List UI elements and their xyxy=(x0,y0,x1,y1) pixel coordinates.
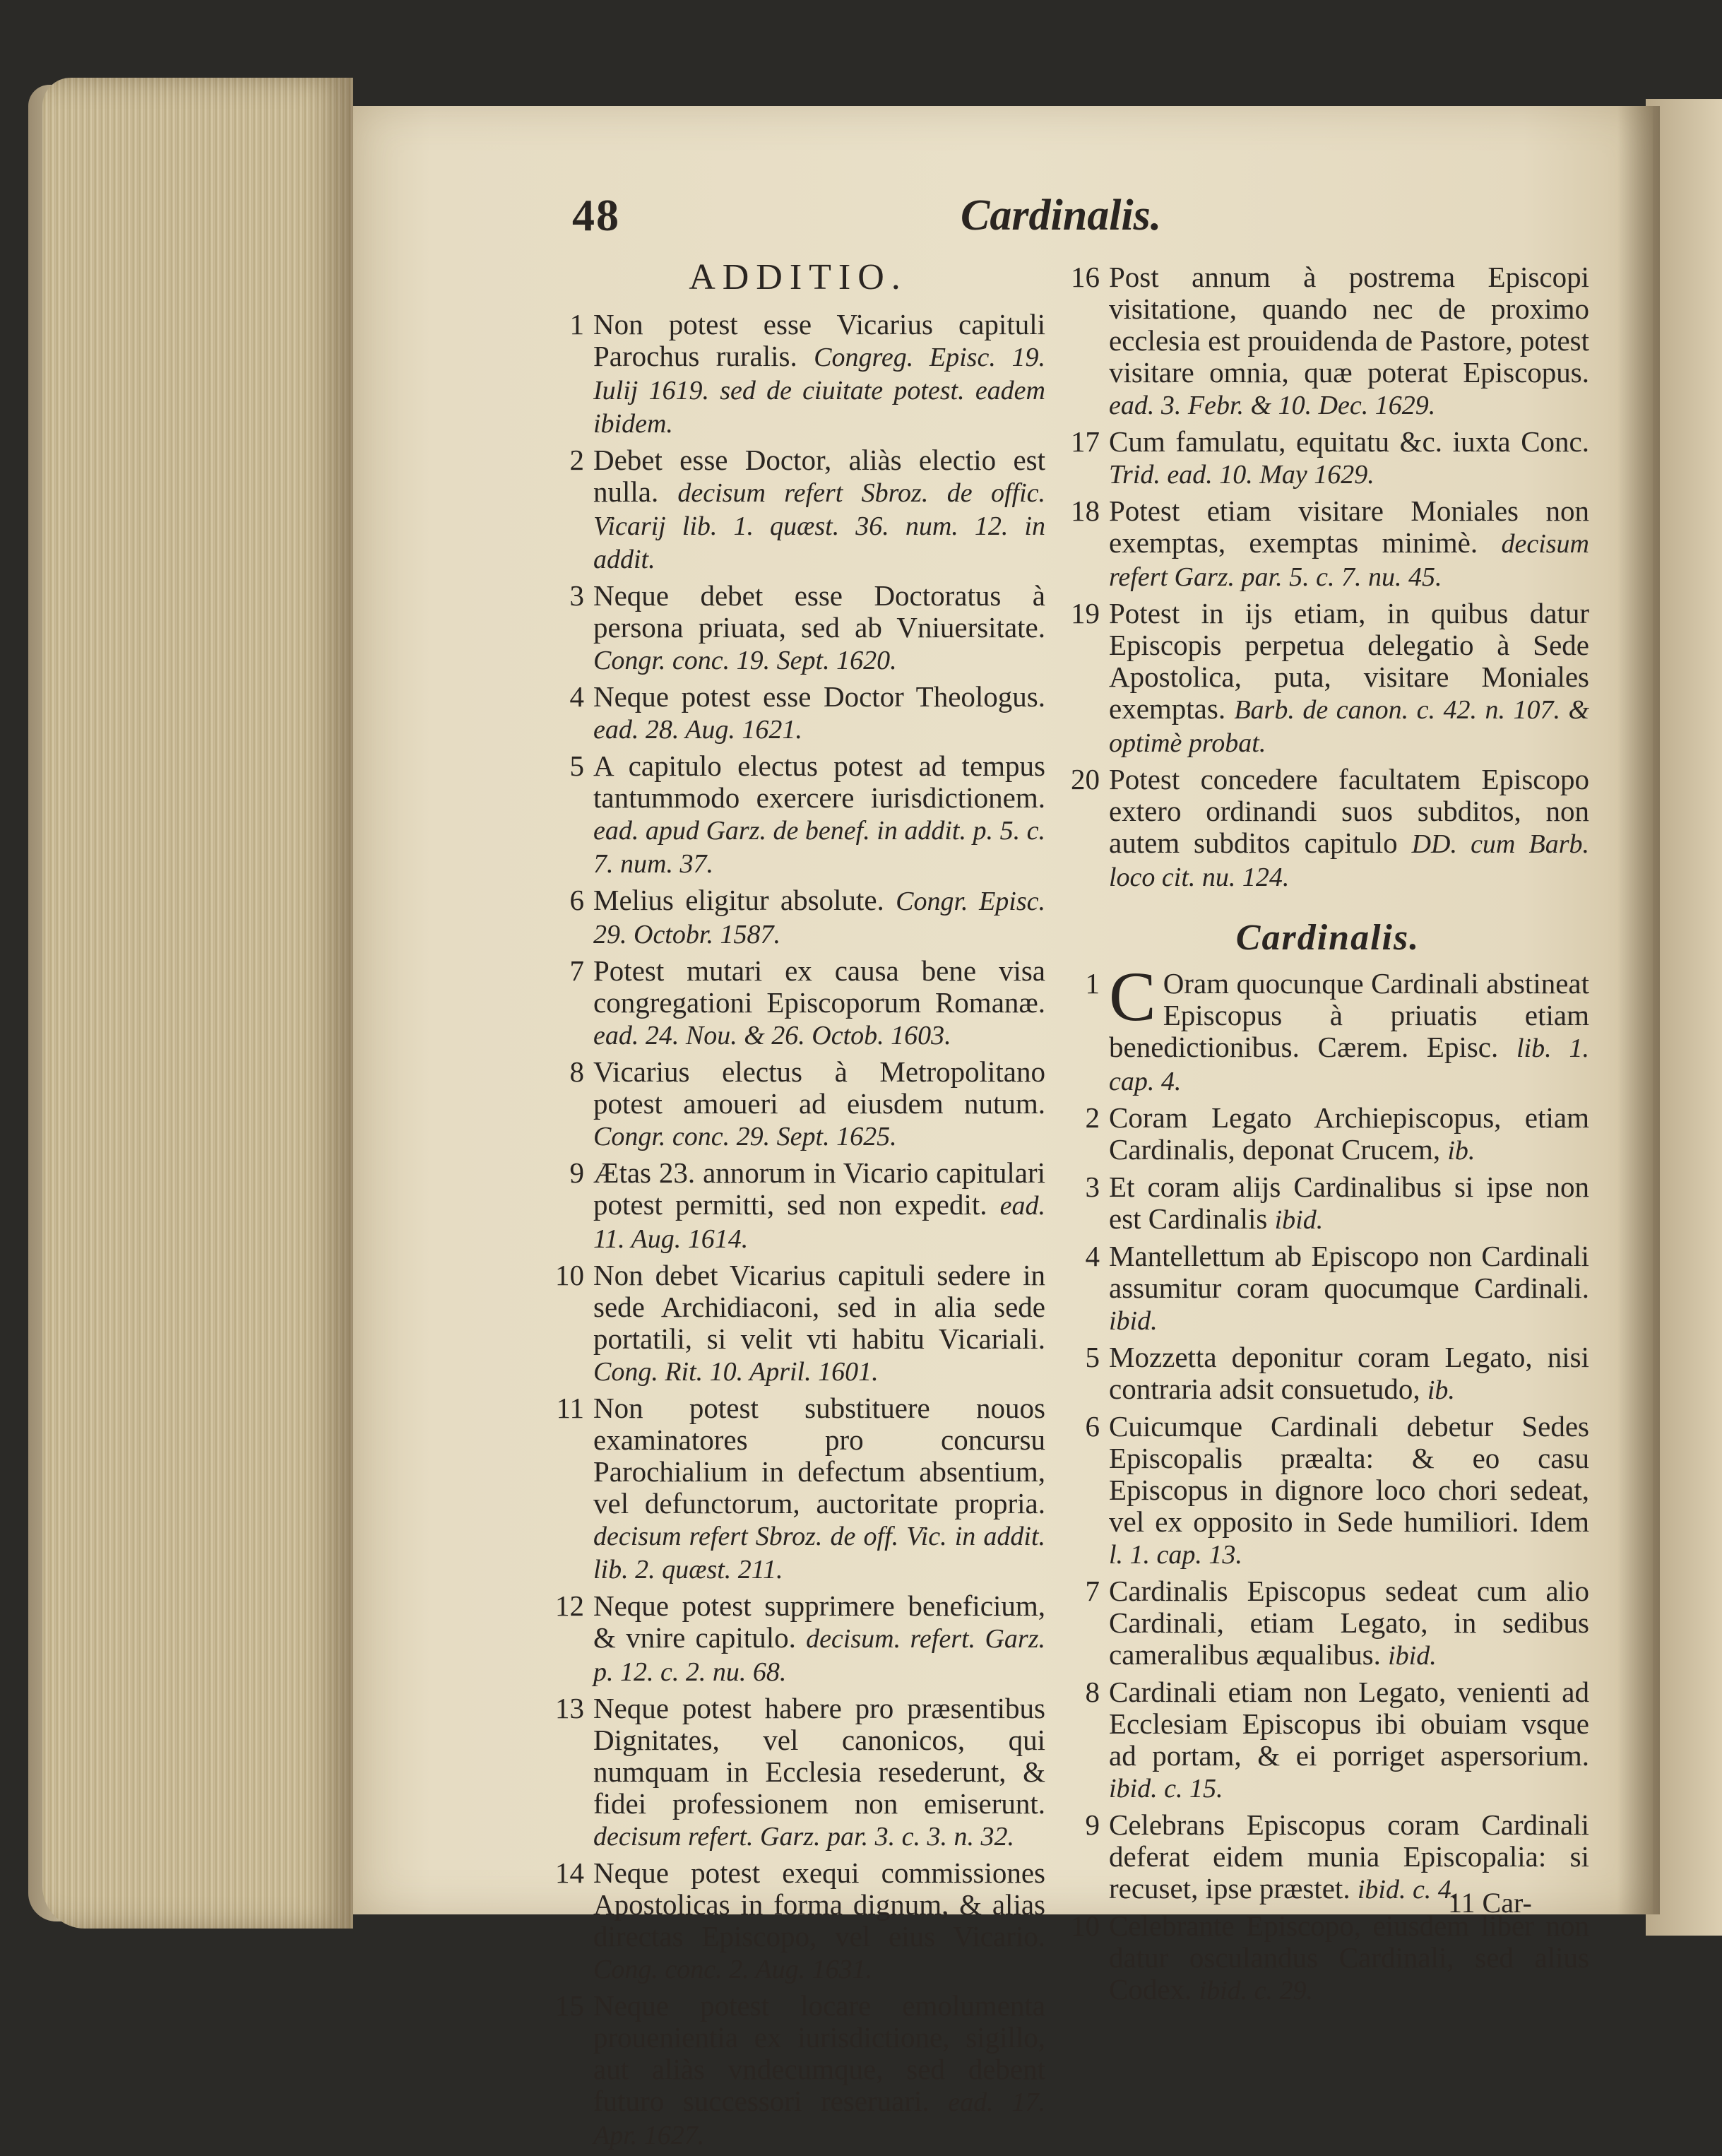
entry-body xyxy=(593,681,1045,746)
additio-entry xyxy=(551,1260,1045,1388)
entry-text: Post annum à postrema Episcopi visitatione, quando nec de proximo ecclesia est prouidenda de Pastore, potest visitare omnia, quæ poterat Episcopus. xyxy=(1109,261,1589,389)
entry-number: 11 xyxy=(556,1392,584,1424)
entry-body xyxy=(593,1157,1045,1255)
entry-number: 5 xyxy=(569,750,584,782)
entry-reference: decisum. refert. Garz. p. 12. c. 2. nu. 68. xyxy=(593,1624,1046,1687)
additio-entry xyxy=(551,1693,1045,1853)
entry-number: 7 xyxy=(1085,1575,1100,1607)
entry-body xyxy=(1109,598,1589,759)
entry-text: Melius eligitur absolute. xyxy=(593,884,884,916)
entry-number: 1 xyxy=(1085,967,1100,1000)
entry-body xyxy=(1109,1341,1589,1406)
entry-number: 1 xyxy=(569,308,584,340)
entry-reference: ib. xyxy=(1427,1375,1455,1405)
entry-number: 13 xyxy=(555,1692,584,1724)
entry-body xyxy=(593,1260,1045,1388)
cardinalis-list xyxy=(1067,957,1590,2007)
entry-reference: ead. 11. Aug. 1614. xyxy=(593,1191,1045,1254)
entry-reference: ead. 3. Febr. & 10. Dec. 1629. xyxy=(1109,391,1436,420)
entry-reference: ibid. xyxy=(1109,1306,1158,1336)
entry-text: Non potest substituere nouos examinatores pro concursu Parochialium in defectum absentium, vel defunctorum, auctoritate propria. xyxy=(593,1392,1045,1520)
left-column xyxy=(551,257,1046,2156)
entry-reference: ibid. c. 29. xyxy=(1199,1976,1314,2006)
additio-entry xyxy=(551,309,1045,440)
entry-body xyxy=(593,1392,1045,1586)
cardinalis-entry xyxy=(1067,1102,1589,1167)
entry-body xyxy=(1109,1411,1589,1571)
entry-body xyxy=(593,750,1045,880)
entry-text: Debet esse Doctor, aliàs electio est nulla. xyxy=(593,444,1045,508)
right-column xyxy=(1067,261,1589,2011)
entry-body xyxy=(1109,426,1589,491)
entry-reference: Congr. Episc. 29. Octobr. 1587. xyxy=(593,887,1045,949)
entry-number: 2 xyxy=(1085,1101,1100,1134)
entry-reference: Congreg. Episc. 19. Iulij 1619. sed de ciuitate potest. eadem ibidem. xyxy=(593,343,1045,439)
additio-entry xyxy=(551,884,1045,951)
entry-text: Neque potest esse Doctor Theologus. xyxy=(593,680,1045,713)
additio-entry xyxy=(1067,495,1589,593)
catchword: 11 Car- xyxy=(1448,1887,1532,1919)
entry-body xyxy=(1109,1240,1589,1337)
entry-reference: ibid. xyxy=(1388,1641,1437,1671)
entry-text: Oram quocunque Cardinali abstineat Episcopus à priuatis etiam benedictionibus. Cærem. Episc. xyxy=(1109,967,1589,1063)
additio-entry xyxy=(551,1157,1045,1255)
entry-body xyxy=(1109,1575,1589,1672)
entry-body xyxy=(1109,764,1589,894)
entry-text: Potest etiam visitare Moniales non exemptas, exemptas minimè. xyxy=(1109,494,1589,559)
entry-reference: ead. 28. Aug. 1621. xyxy=(593,715,802,745)
entry-reference: DD. cum Barb. loco cit. nu. 124. xyxy=(1109,829,1589,892)
additio-entry xyxy=(1067,764,1589,894)
entry-number: 12 xyxy=(555,1589,584,1622)
additio-entry xyxy=(551,1990,1045,2152)
entry-number: 17 xyxy=(1071,425,1100,458)
cardinalis-entry xyxy=(1067,957,1590,1098)
additio-list-continued xyxy=(1067,261,1589,894)
section-heading-additio: ADDITIO. xyxy=(689,257,908,297)
entry-body xyxy=(593,1590,1045,1688)
entry-text: Neque potest habere pro præsentibus Dignitates, vel canonicos, qui numquam in Ecclesia resederunt, & fidei professionem non emiserunt. xyxy=(593,1692,1045,1820)
entry-number: 4 xyxy=(569,680,584,713)
entry-number: 19 xyxy=(1071,597,1100,629)
entry-text: Potest mutari ex causa bene visa congregationi Episcoporum Romanæ. xyxy=(593,954,1045,1019)
entry-body xyxy=(593,580,1045,677)
entry-reference: Barb. de canon. c. 42. n. 107. & optimè probat. xyxy=(1109,695,1589,758)
gutter-shadow xyxy=(1617,106,1660,1914)
additio-entry xyxy=(551,1056,1045,1153)
additio-entry xyxy=(551,750,1045,880)
entry-number: 8 xyxy=(1085,1676,1100,1708)
entry-number: 7 xyxy=(569,954,584,987)
cardinalis-entry xyxy=(1067,1575,1589,1672)
entry-number: 8 xyxy=(569,1055,584,1088)
entry-reference: ibid. c. 4. xyxy=(1357,1875,1459,1905)
entry-text: Potest in ijs etiam, in quibus datur Episcopis perpetua delegatio à Sede Apostolica, puta, visitare Moniales exemptas. xyxy=(1109,597,1589,725)
running-title: Cardinalis. xyxy=(961,191,1162,239)
page-edges xyxy=(42,78,353,1929)
drop-cap: C xyxy=(1109,957,1156,1036)
entry-text: Potest concedere facultatem Episcopo extero ordinandi suos subditos, non autem subditos capitulo xyxy=(1109,763,1589,859)
entry-number: 14 xyxy=(555,1856,584,1889)
additio-list xyxy=(551,309,1045,2152)
entry-text: Neque potest locare emolumenta prouenientia ex iurisdictione, sigillo, aut aliàs vndecumque, sed debent futuro successori reseruari. xyxy=(593,1989,1045,2117)
entry-reference: decisum refert Sbroz. de offic. Vicarij lib. 1. quæst. 36. num. 12. in addit. xyxy=(593,478,1046,574)
entry-reference: decisum refert. Garz. par. 3. c. 3. n. 32. xyxy=(593,1822,1014,1852)
entry-reference: lib. 1. cap. 4. xyxy=(1109,1033,1590,1096)
entry-body xyxy=(593,1056,1045,1153)
entry-text: Vicarius electus à Metropolitano potest amoueri ad eiusdem nutum. xyxy=(593,1055,1045,1120)
entry-body xyxy=(593,309,1045,440)
entry-body xyxy=(1109,1676,1589,1805)
entry-number: 9 xyxy=(1085,1808,1100,1841)
entry-reference: ead. apud Garz. de benef. in addit. p. 5. c. 7. num. 37. xyxy=(593,816,1045,879)
entry-reference: Congr. conc. 19. Sept. 1620. xyxy=(593,646,897,675)
entry-reference: ibid. xyxy=(1274,1205,1324,1235)
entry-text: Non potest esse Vicarius capituli Parochus ruralis. xyxy=(593,308,1045,372)
additio-entry xyxy=(1067,261,1589,422)
cardinalis-entry xyxy=(1067,1240,1589,1337)
cardinalis-entry xyxy=(1067,1676,1589,1805)
entry-number: 4 xyxy=(1085,1240,1100,1272)
page-number: 48 xyxy=(572,190,620,240)
cardinalis-entry xyxy=(1067,1341,1589,1406)
entry-body xyxy=(593,955,1045,1052)
entry-text: Celebrans Episcopus coram Cardinali deferat eidem munia Episcopalia: si recuset, ipse præstet. xyxy=(1109,1808,1589,1905)
entry-reference: l. 1. cap. 13. xyxy=(1109,1540,1242,1570)
entry-body xyxy=(593,1857,1045,1986)
entry-body xyxy=(1109,1102,1589,1167)
additio-entry xyxy=(551,1590,1045,1688)
entry-number: 3 xyxy=(569,579,584,612)
entry-body xyxy=(1109,495,1589,593)
entry-text: Et coram alijs Cardinalibus si ipse non est Cardinalis xyxy=(1109,1171,1589,1235)
entry-reference: decisum refert Garz. par. 5. c. 7. nu. 45. xyxy=(1109,529,1589,592)
entry-body xyxy=(593,1693,1045,1853)
entry-text: Cum famulatu, equitatu &c. iuxta Conc. xyxy=(1109,425,1589,458)
additio-entry xyxy=(1067,426,1589,491)
entry-body xyxy=(1109,957,1590,1098)
entry-reference: Cong. Rit. 10. April. 1601. xyxy=(593,1357,879,1387)
additio-entry xyxy=(551,681,1045,746)
entry-text: Coram Legato Archiepiscopus, etiam Cardinalis, deponat Crucem, xyxy=(1109,1101,1589,1166)
entry-number: 10 xyxy=(1071,1909,1100,1942)
entry-number: 6 xyxy=(1085,1410,1100,1443)
entry-number: 5 xyxy=(1085,1341,1100,1373)
entry-body xyxy=(593,1990,1045,2152)
entry-reference: ibid. c. 15. xyxy=(1109,1774,1223,1803)
entry-body xyxy=(1109,1171,1589,1236)
additio-entry xyxy=(551,955,1045,1052)
entry-reference: Trid. ead. 10. May 1629. xyxy=(1109,460,1374,490)
entry-text: Neque debet esse Doctoratus à persona priuata, sed ab Vniuersitate. xyxy=(593,579,1045,644)
entry-text: Mozzetta deponitur coram Legato, nisi contraria adsit consuetudo, xyxy=(1109,1341,1589,1405)
entry-number: 16 xyxy=(1071,261,1100,293)
entry-text: Neque potest supprimere beneficium, & vnire capitulo. xyxy=(593,1589,1045,1654)
entry-reference: Congr. conc. 29. Sept. 1625. xyxy=(593,1122,897,1151)
additio-entry xyxy=(551,444,1045,576)
entry-reference: ib. xyxy=(1447,1136,1475,1166)
cardinalis-entry xyxy=(1067,1171,1589,1236)
entry-text: Cardinali etiam non Legato, venienti ad Ecclesiam Episcopus ibi obuiam vsque ad portam, & ei porriget aspersorium. xyxy=(1109,1676,1589,1772)
entry-body xyxy=(1109,1910,1589,2007)
entry-text: Celebrante Episcopo, eiusdem liber non datur osculandus Cardinali, sed alius Codex. xyxy=(1109,1909,1589,2006)
additio-entry xyxy=(551,1392,1045,1586)
additio-entry xyxy=(551,1857,1045,1986)
entry-body xyxy=(593,884,1045,951)
entry-body xyxy=(1109,261,1589,422)
entry-body xyxy=(593,444,1045,576)
cardinalis-entry xyxy=(1067,1910,1589,2007)
entry-number: 18 xyxy=(1071,494,1100,527)
entry-text: Non debet Vicarius capituli sedere in sede Archidiaconi, sed in alia sede portatili, si velit vti habitu Vicariali. xyxy=(593,1259,1045,1355)
entry-text: Cuicumque Cardinali debetur Sedes Episcopalis præalta: & eo casu Episcopus in dignore loco chori sedeat, vel ex opposito in Sede humiliori. Idem xyxy=(1109,1410,1589,1538)
entry-reference: Cong. conc. 2. Aug. 1631. xyxy=(593,1955,873,1984)
entry-number: 6 xyxy=(569,884,584,916)
cardinalis-entry xyxy=(1067,1411,1589,1571)
entry-reference: ead. 17. Apr. 1627. xyxy=(593,2087,1046,2150)
entry-number: 15 xyxy=(555,1989,584,2022)
entry-text: Ætas 23. annorum in Vicario capitulari potest permitti, sed non expedit. xyxy=(593,1156,1045,1221)
entry-text: Cardinalis Episcopus sedeat cum alio Cardinali, etiam Legato, in sedibus cameralibus æqualibus. xyxy=(1109,1575,1589,1671)
entry-reference: ead. 24. Nou. & 26. Octob. 1603. xyxy=(593,1021,951,1050)
entry-text: A capitulo electus potest ad tempus tantummodo exercere iurisdictionem. xyxy=(593,750,1045,814)
entry-text: Neque potest exequi commissiones Apostolicas in forma dignum, & alias directas Episcopo, vel eius Vicario. xyxy=(593,1856,1045,1953)
entry-number: 2 xyxy=(569,444,584,476)
entry-number: 20 xyxy=(1071,763,1100,795)
entry-text: Mantellettum ab Episcopo non Cardinali assumitur coram quocumque Cardinali. xyxy=(1109,1240,1589,1304)
additio-entry xyxy=(1067,598,1589,759)
section-heading-cardinalis: Cardinalis. xyxy=(1235,918,1420,958)
entry-number: 9 xyxy=(569,1156,584,1189)
entry-number: 3 xyxy=(1085,1171,1100,1203)
additio-entry xyxy=(551,580,1045,677)
entry-reference: decisum refert Sbroz. de off. Vic. in addit. lib. 2. quæst. 211. xyxy=(593,1522,1045,1585)
entry-number: 10 xyxy=(555,1259,584,1291)
